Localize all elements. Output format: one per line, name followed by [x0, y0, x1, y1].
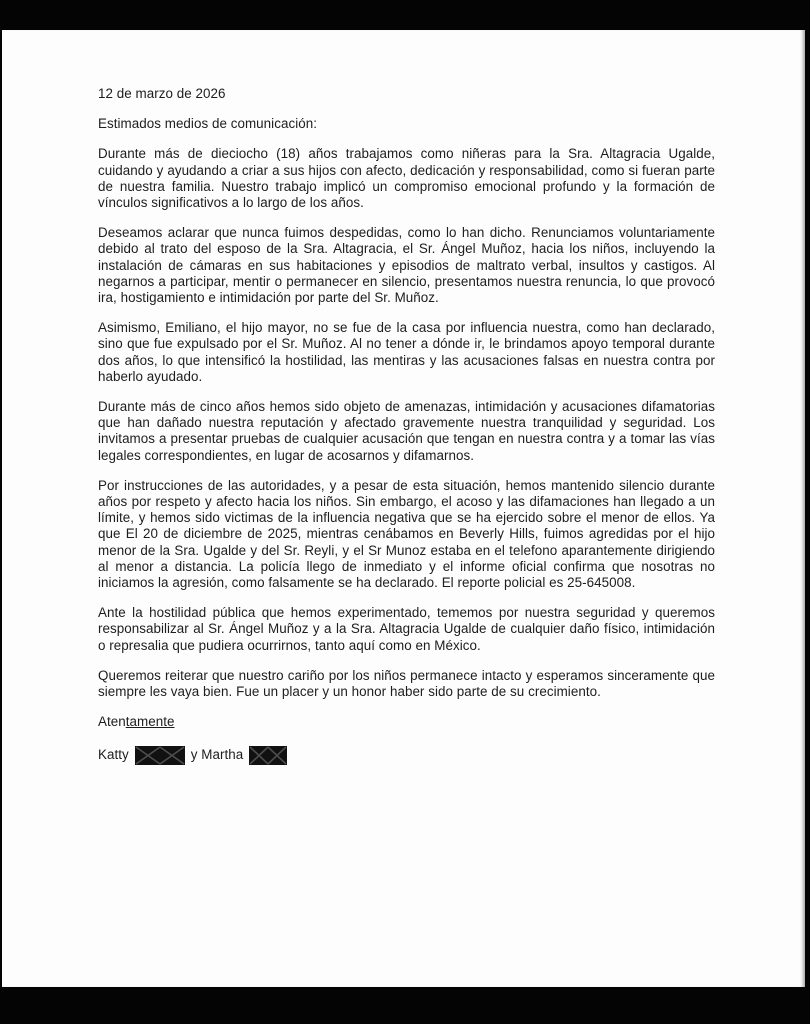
letter-page: [2, 30, 805, 987]
redaction-box-icon: [249, 746, 287, 765]
signature-line: [98, 745, 715, 767]
letter-paragraph: Asimismo, Emiliano, el hijo mayor, no se fue de la casa por influencia nuestra, como han declarado, sino que fue expulsado por el Sr. Muñoz. Al no tener a dónde ir, le brindamos apoyo temporal durante dos años, lo que intensificó la hostilidad, las mentiras y las acusaciones falsas en nuestra contra por haberlo ayudado.: [98, 320, 715, 384]
letter-paragraph: Deseamos aclarar que nunca fuimos despedidas, como lo han dicho. Renunciamos voluntariamente debido al trato del esposo de la Sra. Altagracia, el Sr. Ángel Muñoz, hacia los niños, incluyendo la instalación de cámaras en sus habitaciones y episodios de maltrato verbal, insultos y castigos. Al negarnos a participar, mentir o permanecer en silencio, presentamos nuestra renuncia, lo que provocó ira, hostigamiento e intimidación por parte del Sr. Muñoz.: [98, 225, 715, 306]
closing-text-underlined: tamente: [125, 714, 175, 730]
closing-text-start: Aten: [98, 714, 126, 730]
letter-paragraph: Por instrucciones de las autoridades, y a pesar de esta situación, hemos mantenido silencio durante años por respeto y afecto hacia los niños. Sin embargo, el acoso y las difamaciones han llegado a un límite, y hemos sido victimas de la influencia negativa que se ha ejercido sobre el menor de ellos. Ya que El 20 de diciembre de 2025, mientras cenábamos en Beverly Hills, fuimos agredidas por el hijo menor de la Sra. Ugalde y del Sr. Reyli, y el Sr Munoz estaba en el telefono aparantemente dirigiendo al menor a distancia. La policía llego de inmediato y el informe oficial confirma que nosotras no iniciamos la agresión, como falsamente se ha declarado. El reporte policial es 25-645008.: [98, 477, 715, 591]
signature-name-1: Katty: [98, 747, 129, 763]
letter-paragraph: Durante más de dieciocho (18) años trabajamos como niñeras para la Sra. Altagracia Ugalde, cuidando y ayudando a criar a sus hijos con afecto, dedicación y responsabilidad, como si fueran parte de nuestra familia. Nuestro trabajo implicó un compromiso emocional profundo y la formación de vínculos significativos a lo largo de los años.: [98, 146, 715, 211]
letter-body: [98, 86, 715, 781]
signature-connector: y Martha: [190, 747, 244, 763]
letter-paragraph: Ante la hostilidad pública que hemos experimentado, tememos por nuestra seguridad y queremos responsabilizar al Sr. Ángel Muñoz y a la Sra. Altagracia Ugalde de cualquier daño físico, intimidación o represalia que pudiera ocurrirnos, tanto aquí como en México.: [98, 605, 715, 653]
letter-salutation: Estimados medios de comunicación:: [98, 116, 317, 132]
letter-paragraph: Durante más de cinco años hemos sido objeto de amenazas, intimidación y acusaciones difamatorias que han dañado nuestra reputación y afectado gravemente nuestra tranquilidad y seguridad. Los invitamos a presentar pruebas de cualquier acusación que tengan en nuestra contra y a tomar las vías legales correspondientes, en lugar de acosarnos y difamarnos.: [98, 399, 715, 463]
letter-closing: [98, 714, 715, 730]
redaction-box-icon: [135, 746, 185, 765]
letter-paragraph: Queremos reiterar que nuestro cariño por los niños permanece intacto y esperamos sinceramente que siempre les vaya bien. Fue un placer y un honor haber sido parte de su crecimiento.: [98, 667, 715, 700]
letter-date: 12 de marzo de 2026: [98, 86, 226, 101]
